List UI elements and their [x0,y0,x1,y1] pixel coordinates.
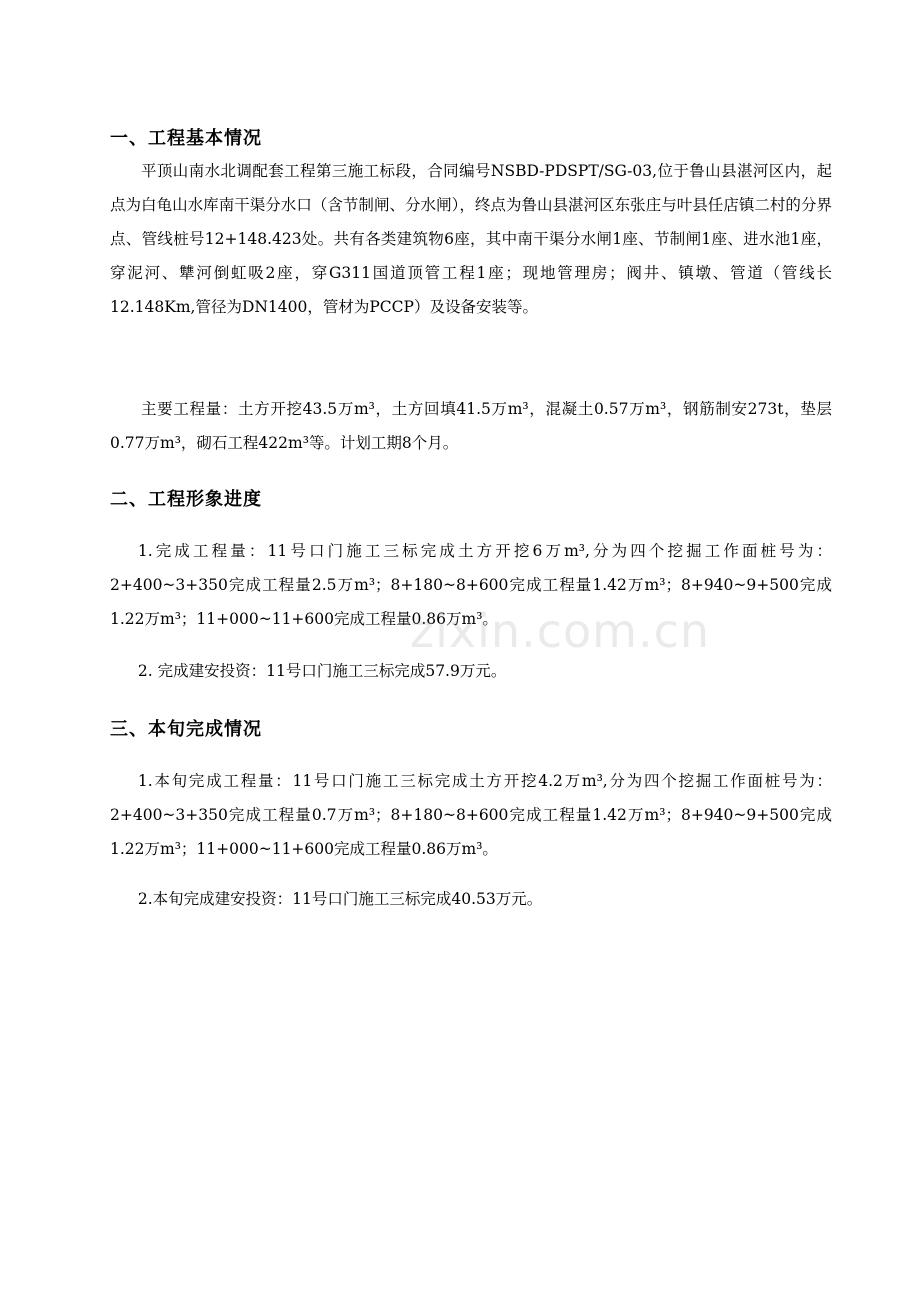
section-2-heading: 二、工程形象进度 [110,489,262,510]
section-2-item-2: 2. 完成建安投资：11号口门施工三标完成57.9万元。 [137,662,507,680]
watermark-logo: zixin.com.cn [410,604,711,658]
section-3-item-1: 1.本旬完成工程量：11号口门施工三标完成土方开挖4.2万m³,分为四个挖掘工作面桩号为：2+400~3+350完成工程量0.7万m³；8+180~8+600完成工程量1.42万m³；8+940~9+500完成1.22万m³；11+000~11+600完成工程量0.86万m³。 [110,772,832,858]
section-3-item-2: 2.本旬完成建安投资：11号口门施工三标完成40.53万元。 [137,890,543,908]
section-1-paragraph-1: 平顶山南水北调配套工程第三施工标段，合同编号NSBD-PDSPT/SG-03,位于鲁山县湛河区内，起点为白龟山水库南干渠分水口（含节制闸、分水闸），终点为鲁山县湛河区东张庄与叶县任店镇二村的分界点、管线桩号12+148.423处。共有各类建筑物6座，其中南干渠分水闸1座、节制闸1座、进水池1座，穿泥河、犨河倒虹吸2座，穿G311国道顶管工程1座；现地管理房；阀井、镇墩、管道（管线长12.148Km,管径为DN1400，管材为PCCP）及设备安装等。 [110,162,832,316]
section-3-heading: 三、本旬完成情况 [110,719,262,740]
section-1-paragraph-2: 主要工程量：土方开挖43.5万m³，土方回填41.5万m³，混凝土0.57万m³，钢筋制安273t，垫层0.77万m³，砌石工程422m³等。计划工期8个月。 [110,400,832,452]
section-2-item-1: 1.完成工程量：11号口门施工三标完成土方开挖6万m³,分为四个挖掘工作面桩号为：2+400~3+350完成工程量2.5万m³；8+180~8+600完成工程量1.42万m³；8+940~9+500完成1.22万m³；11+000~11+600完成工程量0.86万m³。 [110,542,832,628]
section-1-heading: 一、工程基本情况 [110,128,262,149]
